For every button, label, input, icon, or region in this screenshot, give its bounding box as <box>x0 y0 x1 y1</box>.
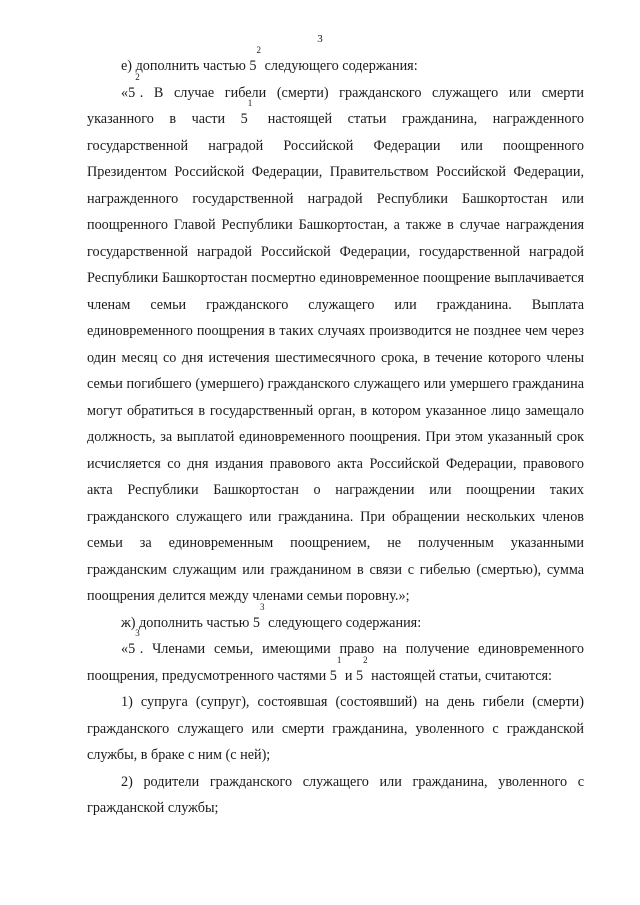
part-5-2-open: «5 <box>121 84 136 101</box>
part-5-2-text-a: . В случае гибели (смерти) гражданского служащего или смерти указанного в части 5 <box>87 84 584 127</box>
part-5-3-open-superscript: 3 <box>135 628 140 638</box>
list-item-1: 1) супруга (супруг), состоявшая (состоявший) на день гибели (смерти) гражданского служащего или смерти гражданина, уволенного с гражданской службы, в браке с ним (с ней); <box>87 694 584 763</box>
item-e-text: е) дополнить частью 5 <box>121 58 257 74</box>
page-number: 3 <box>317 33 323 45</box>
part-5-3-text-b: и 5 <box>341 667 364 684</box>
item-e-superscript: 2 <box>256 45 262 55</box>
item-zh-text-end: следующего содержания: <box>264 614 422 631</box>
part-5-3-open: «5 <box>121 641 136 657</box>
part-5-3-ref2-superscript: 2 <box>363 654 368 665</box>
part-5-3-text-a: . Членами семьи, имеющими право на получение единовременного поощрения, предусмотренного частями 5 <box>87 641 584 684</box>
part-5-3-text-c: настоящей статьи, считаются: <box>367 667 552 684</box>
item-zh-superscript: 3 <box>260 601 265 612</box>
part-5-3-paragraph <box>87 628 584 689</box>
item-e-text-end: следующего содержания: <box>261 58 418 74</box>
item-zh-text: ж) дополнить частью 5 <box>121 614 261 631</box>
item-e-paragraph <box>87 45 584 80</box>
part-5-3-ref1-superscript: 1 <box>336 654 342 665</box>
document-body <box>87 45 584 822</box>
item-zh-paragraph <box>87 601 584 637</box>
part-5-2-text-b: настоящей статьи гражданина, награжденного государственной наградой Российской Федерации или поощренного Президентом Российской Федерации, Правительством Российской Федерации, награжденного государственной наградой Республики Башкортостан или поощренного Главой Республики Башкортостан, а также в случае награждения государственной наградой Российской Федерации, государственной наградой Республики Башкортостан посмертно единовременное поощрение выплачивается членам семьи гражданского служащего или гражданина. Выплата единовременного поощрения в таких случаях производится не позднее чем через один месяц со дня истечения шестимесячного срока, в течение которого члены семьи погибшего (умершего) гражданского служащего или умершего гражданина могут обратиться в государственный орган, в котором указанное лицо замещало должность, за выплатой единовременного поощрения. При этом указанный срок исчисляется со дня издания правового акта Российской Федерации, правового акта Республики Башкортостан о награждении или поощрении таких гражданского служащего или гражданина. При обращении нескольких членов семьи за единовременным поощрением, не полученным указанными гражданским служащим или гражданином в связи с гибелью (смертью), сумма поощрения делится между членами семьи поровну.»; <box>87 111 584 604</box>
part-5-2-paragraph <box>87 71 584 610</box>
part-5-2-open-superscript: 2 <box>135 71 140 82</box>
part-5-2-ref-superscript: 1 <box>247 98 253 108</box>
list-item-2: 2) родители гражданского служащего или гражданина, уволенного с гражданской службы; <box>87 773 584 816</box>
